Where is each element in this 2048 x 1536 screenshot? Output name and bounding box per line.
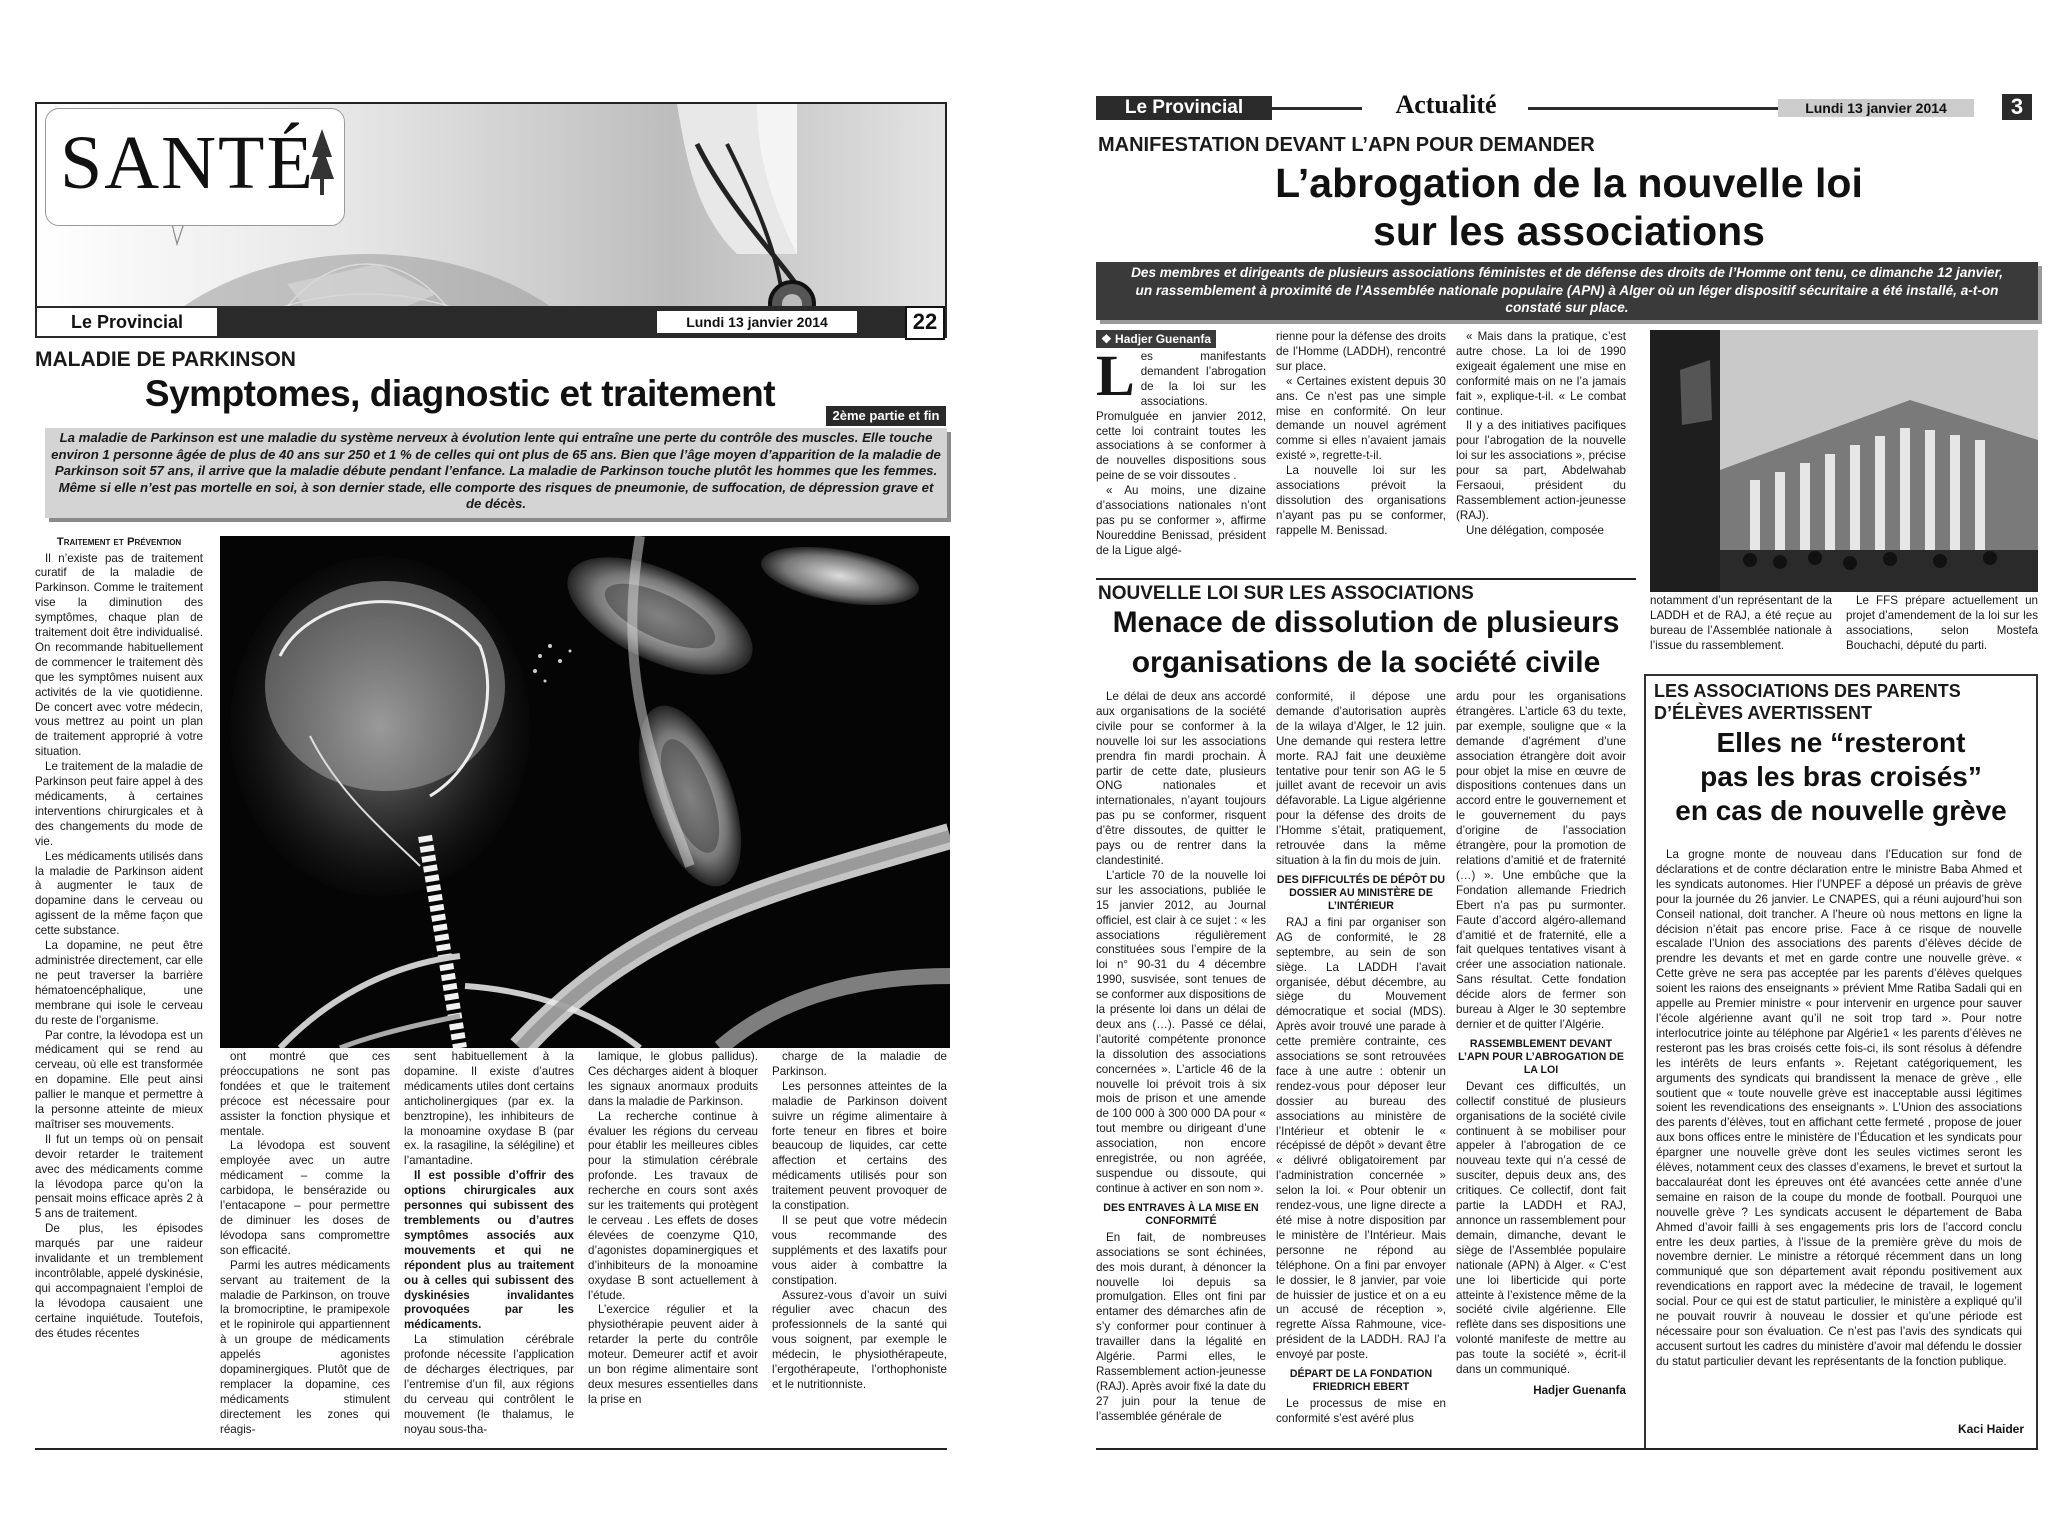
sante-masthead — [35, 102, 947, 310]
third-kicker-line1: LES ASSOCIATIONS DES PARENTS — [1654, 681, 1961, 701]
lead-paragraph — [1096, 350, 1266, 484]
paper-name-box: Le Provincial — [37, 308, 217, 336]
part-badge: 2ème partie et fin — [826, 406, 946, 426]
main-col-1 — [1096, 350, 1266, 574]
paragraph: Il y a des initiatives pacifiques pour l’abrogation de la nouvelle loi sur les associations », précise pour sa part, Abdelwahab Fersaoui, président du Rassemblement action-jeunesse (RAJ). — [1456, 419, 1626, 522]
paragraph: Les médicaments utilisés dans la maladie de Parkinson aident à augmenter le taux de dopamine dans le cerveau ou agissent de la même façon que cette substance. — [35, 849, 203, 938]
paragraph: La stimulation cérébrale profonde nécessite l’application de décharges électriques, par l’entremise d’un fil, aux régions du cerveau qui contrôlent le mouvement (le thalamus, le noyau sous-tha- — [404, 1333, 574, 1436]
left-col-2 — [220, 1050, 390, 1450]
header-line — [1272, 107, 1362, 110]
paragraph: L’article 70 de la nouvelle loi sur les associations, publiée le 15 janvier 2012, au Journal officiel, est clair à ce sujet : « les associations régulièrement constituées sous l’empire de la loi n° 90-31 du 4 décembre 1990, susvisée, sont tenues de se conformer aux dispositions de la présente loi dans un délai de deux ans (…). Passé ce délai, l’autorité compétente prononce la dissolution des associations concernées ». L’article 46 de la nouvelle loi prévoit trois à six mois de prison et une amende de 100 000 à 300 000 DA pour « tout membre ou dirigeant d’une association, non encore enregistrée, ou non agréée, suspendue ou dissoute, qui continue à activer en son nom ». — [1096, 868, 1266, 1195]
section-rule — [1096, 578, 1636, 580]
second-kicker: NOUVELLE LOI SUR LES ASSOCIATIONS — [1098, 583, 1474, 604]
paragraph: ont montré que ces préoccupations ne sont pas fondées et que le traitement précoce est nécessaire pour assister la fonction physique et mentale. — [220, 1050, 390, 1138]
third-signature: Kaci Haider — [1957, 1422, 2024, 1436]
building-icon — [1650, 330, 2038, 592]
subhead: DES DIFFICULTÉS DE DÉPÔT DU DOSSIER AU MINISTÈRE DE L’INTÉRIEUR — [1276, 873, 1446, 912]
dropcap: L — [1096, 350, 1135, 408]
paper-name-box: Le Provincial — [1096, 96, 1272, 120]
paragraph: La grogne monte de nouveau dans l’Education sur fond de déclarations et de contre déclaration entre le ministre Baba Ahmed et les syndicats autonomes. Hier l’UNPEF a déposé un préavis de grève pour la journée du 26 janvier. Le CNAPES, qui a réuni aujourd’hui son Conseil national, doit trancher. A l’heure où nous mettons en ligne la décision n’était pas encore prise. Face à ce risque de nouvelle escalade l’Union des associations des parents d’élèves décide de prendre les devants et met en garde contre une nouvelle grève. « Cette grève ne sera pas acceptée par les parents d’élèves quelques soient les raions des enseignants » prévient Mme Ratiba Sadali qui en appelle au Premier ministre « pour intervenir en urgence pour sauver l’école algérienne avant qu’il ne soit trop tard ». Pour notre interlocutrice jointe au téléphone par Algérie1 « les parents d’élèves ne resteront pas les bras croisés cette fois-ci, ils sont résolus à défendre les intérêts de leurs enfants ». Rejetant catégoriquement, les arguments des syndicats qui brandissent la menace de grève , elle soutient que « toute nouvelle grève est inacceptable aussi légitimes soient les revendications des enseignants ». L’Union des associations des parents d’élèves, tout en affichant cette fermeté , propose de jouer aux bons offices entre le ministère de l’Éducation et les syndicats pour épargner une nouvelle grève dont les seules victimes seront les élèves, notamment ceux des classes d’examens, le brevet et surtout la baccalauréat dont les épreuves ont été avancées cette année d’une semaine en raison de la coupe du monde de football. Pourquoi une nouvelle grève ? Les syndicats accusent le département de Baba Ahmed d’avoir failli à ses engagements pris lors de l’accord conclu entre les deux parties, à l’issue de la première grève du mois de novembre dernier. Le ministre a rétorqué récemment dans un long communiqué que son département avait répondu positivement aux revendications en rapport avec la médecine de travail, le logement social. Pour ce qui est de statut particulier, le ministère a expliqué qu’il ne pouvait rouvrir à nouveau le dossier et qu’une période est nécessaire pour son évaluation. Ce n’est pas l’avis des syndicats qui accusent surtout les cadres du ministère d’avoir mal défendu le dossier du statut particulier devant les représentants de la fonction publique. — [1656, 848, 2022, 1368]
tree-icon — [308, 127, 336, 197]
paragraph: notamment d’un représentant de la LADDH et de RAJ, a été reçue au bureau de l’Assemblée nationale à l’issue du rassemblement. — [1650, 594, 1832, 652]
paragraph: Le FFS prépare actuellement un projet d’amendement de la loi sur les associations, selon Mostefa Bouchachi, député du parti. — [1846, 594, 2038, 652]
paragraph: « Certaines existent depuis 30 ans. Ce n’est pas une simple mise en conformité. On leur demande un nouvel agrément comme si elles n’avaient jamais existé », regrette-t-il. — [1276, 374, 1446, 463]
third-headline-line3: en cas de nouvelle grève — [1675, 795, 2007, 826]
left-lead-box: La maladie de Parkinson est une maladie du système nerveux à évolution lente qui entraîne une perte du contrôle des muscles. Elle touche environ 1 personne âgée de plus de 40 ans sur 250 et 1 % de celles qui ont plus de 65 ans. Bien que l’âge moyen d’apparition de la maladie de Parkinson soit 57 ans, il arrive que la maladie débute pendant l’enfance. La maladie de Parkinson touche plutôt les hommes que les femmes. Même si elle n’est pas mortelle en soi, à son dernier stade, elle comporte des risques de pneumonie, de suffocation, de dépression grave et de décès. — [45, 428, 947, 518]
left-header-band — [35, 306, 947, 338]
paragraph: conformité, il dépose une demande d’autorisation auprès de la wilaya d’Alger, le 12 juin. Une demande qui restera lettre morte. RAJ fait une deuxième tentative pour tenir son AG le 5 juillet avant de recevoir un avis défavorable. La Ligue algérienne pour la défense des droits de l’Homme s’était, pratiquement, retrouvée dans la même situation à la fin du mois de juin. — [1276, 690, 1446, 867]
section-name: Actualité — [1395, 90, 1497, 119]
third-body — [1656, 848, 2022, 1408]
paragraph: Assurez-vous d’avoir un suivi régulier avec chacun des professionnels de la santé qui vous soignent, par exemple le médecin, le physiothérapeute, l’ergothérapeute, l’orthophoniste et le nutritionniste. — [772, 1288, 947, 1391]
paragraph: L’exercice régulier et la physiothérapie peuvent aider à retarder la perte du contrôle moteur. Demeurer actif et avoir un bon régime alimentaire sont deux mesures essentielles dans la prise en — [588, 1303, 758, 1406]
apn-building-photo — [1650, 330, 2038, 592]
paragraph: rienne pour la défense des droits de l’Homme (LADDH), rencontré sur place. — [1276, 330, 1446, 373]
paragraph: Le processus de mise en conformité s’est avéré plus — [1276, 1397, 1446, 1425]
paragraph: Le délai de deux ans accordé aux organisations de la société civile pour se conformer à la nouvelle loi sur les associations prendra fin mardi prochain. À partir de cette date, plusieurs ONG nationales et internationales, n’ayant toujours pas pu se conformer, risquent d’être dissoutes, de quitter le pays ou de rentrer dans la clandestinité. — [1096, 690, 1266, 867]
paragraph: Il se peut que votre médecin vous recommande des suppléments et des laxatifs pour vous aider à combattre la constipation. — [772, 1213, 947, 1287]
left-page-number: 22 — [905, 306, 945, 340]
third-headline-line1: Elles ne “resteront — [1716, 727, 1966, 758]
section-title: SANTÉ — [60, 121, 315, 205]
paragraph: Il fut un temps où on pensait devoir retarder le traitement avec des médicaments comme la lévodopa parce qu’on la pensait moins efficace après 2 à 5 ans de traitement. — [35, 1132, 203, 1221]
left-col-3 — [404, 1050, 574, 1450]
left-kicker: MALADIE DE PARKINSON — [35, 348, 296, 371]
second-col-2 — [1276, 690, 1446, 1450]
right-header-band — [1096, 90, 2034, 120]
main-col-2 — [1276, 330, 1446, 576]
second-col-3 — [1456, 690, 1626, 1450]
photo-caption-col-2 — [1846, 594, 2038, 670]
bold-paragraph: Il est possible d’offrir des options chirurgicales aux personnes qui subissent des tremblements ou d’autres symptômes associés aux mouvements et qui ne répondent plus au traitement ou à celles qui subissent des dyskinésies invalidantes provoquées par les médicaments. — [404, 1169, 574, 1332]
paragraph: « Au moins, une dizaine d’associations nationales n’ont pas pu se conformer », affirme Noureddine Benissad, président de la Ligue algé- — [1096, 484, 1266, 557]
third-article-box — [1644, 674, 2038, 1450]
byline-bar: ❖ Hadjer Guenanfa — [1096, 330, 1216, 348]
paragraph: La lévodopa est souvent employée avec un autre médicament – comme la carbidopa, le bensérazide ou l’entacapone – pour permettre de diminuer les doses de lévodopa sans compromettre son efficacité. — [220, 1139, 390, 1257]
section-title-plate — [45, 108, 345, 226]
paragraph: lamique, le globus pallidus). Ces décharges aident à bloquer les signaux anormaux produits dans la maladie de Parkinson. — [588, 1050, 758, 1108]
main-headline-line1: L’abrogation de la nouvelle loi — [1275, 160, 1863, 206]
left-col-5 — [772, 1050, 947, 1450]
subhead: DES ENTRAVES À LA MISE EN CONFORMITÉ — [1103, 1201, 1259, 1227]
paragraph: De plus, les épisodes marqués par une raideur invalidante et un tremblement incontrôlable, appelé dyskinésie, qui accompagnaient l’emploi de la lévodopa causaient une certaine inquiétude. Toutefois, des études récentes — [35, 1222, 203, 1340]
right-page — [1090, 0, 2048, 1536]
main-lead: Des membres et dirigeants de plusieurs associations féministes et de défense des droits de l’Homme ont tenu, ce dimanche 12 janvier, un rassemblement à proximité de l’Assemblée nationale populaire (APN) à Alger où un léger dispositif sécuritaire a été installé, a-t-on constaté sur place. — [1131, 265, 2003, 315]
left-col-1 — [35, 532, 203, 1450]
second-headline-line2: organisations de la société civile — [1131, 646, 1601, 679]
xray-figure-icon — [220, 536, 950, 1048]
paragraph: Parmi les autres médicaments servant au traitement de la maladie de Parkinson, on trouve la bromocriptine, le pramipexole et le ropinirole qui appartiennent à un groupe de médicaments appelés agonistes dopaminergiques. Plutôt que de remplacer la dopamine, ces médicaments stimulent directement les zones qui réagis- — [220, 1258, 390, 1436]
main-col-3 — [1456, 330, 1626, 576]
right-page-number: 3 — [2002, 94, 2032, 120]
second-col-1 — [1096, 690, 1266, 1450]
paragraph: La nouvelle loi sur les associations prévoit la dissolution des organisations n’ayant pas pu se conformer, rappelle M. Benissad. — [1276, 464, 1446, 537]
paragraph: sent habituellement à la dopamine. Il existe d’autres médicaments utiles dont certains anticholinergiques (par ex. la benztropine), les inhibiteurs de la monoamine oxydase B (par ex. la rasagiline, la sélégiline) et l’amantadine. — [404, 1050, 574, 1168]
paragraph: RAJ a fini par organiser son AG de conformité, le 28 septembre, au sein de son siège. La LADDH l’avait organisée, début décembre, au siège du Mouvement démocratique et social (MDS). Après avoir trouvé une parade à cette première contrainte, ces associations se sont retrouvées face à une autre : obtenir un rendez-vous pour déposer leur dossier au bureau des associations au ministère de l’Intérieur et obtenir le « récépissé de dépôt » devant être « délivré obligatoirement par l’administration concernée » selon la loi. « Pour obtenir un rendez-vous, une ligne directe a été mise à notre disposition par le ministère de l’Intérieur. Mais personne ne répond au téléphone. On a fini par envoyer le dossier, le 8 janvier, par voie de huissier de justice et on a eu un accusé de réception », regrette Aïssa Rahmoune, vice-président de la LADDH. RAJ l’a envoyé par poste. — [1276, 915, 1446, 1362]
left-bottom-rule — [35, 1448, 947, 1450]
paragraph: Il n’existe pas de traitement curatif de la maladie de Parkinson. Comme le traitement vise la diminution des symptômes, chaque plan de traitement doit être individualisé. On recommande habituellement de commencer le traitement dès que les symptômes nuisent aux activités de la vie quotidienne. De concert avec votre médecin, vous mettrez au point un plan de traitement approprié à votre situation. — [35, 551, 203, 759]
paragraph: « Mais dans la pratique, c’est autre chose. La loi de 1990 exigeait également une mise en conformité mais on ne l’a jamais fait », explique-t-il. « Le combat continue. — [1456, 330, 1626, 418]
photo-caption-col-1 — [1650, 594, 1832, 670]
dropcap-paragraph: es manifestants demandent l’abrogation de la loi sur les associations. Promulguée en janvier 2012, cette loi contraint toutes les associations à se conformer à de nouvelles dispositions sous peine de se voir dissoutes . — [1096, 350, 1266, 483]
subhead: RASSEMBLEMENT DEVANT L’APN POUR L’ABROGATION DE LA LOI — [1458, 1037, 1624, 1076]
left-headline: Symptomes, diagnostic et traitement — [144, 373, 776, 414]
signature: Hadjer Guenanfa — [1533, 1383, 1626, 1397]
left-date: Lundi 13 janvier 2014 — [657, 311, 857, 333]
paragraph: En fait, de nombreuses associations se sont échinées, des mois durant, à dénoncer la nouvelle loi depuis sa promulgation. Elles ont fini par entamer des démarches afin de s’y conformer pour continuer à travailler dans la légalité en Algérie. Parmi elles, le Rassemblement action-jeunesse (RAJ). Après avoir fixé la date du 27 juin pour la tenue de l’assemblée générale de — [1096, 1230, 1266, 1423]
paragraph: charge de la maladie de Parkinson. — [772, 1050, 947, 1078]
paragraph: La dopamine, ne peut être administrée directement, car elle ne peut traverser la barrière hématoencéphalique, une membrane qui isole le cerveau du reste de l’organisme. — [35, 939, 203, 1027]
paragraph: Devant ces difficultés, un collectif constitué de plusieurs organisations de la société civile continuent à se mobiliser pour appeler à l’abrogation de ce nouveau texte qui n’a cessé de susciter, depuis deux ans, des critiques. Ce collectif, dont fait partie la LADDH et RAJ, annonce un rassemblement pour demain, dimanche, devant le siège de l’Assemblée populaire nationale (APN) à Alger. « C’est une loi liberticide qui porte atteinte à l’existence même de la société civile algérienne. Elle reflète dans ses dispositions une volonté manifeste de mettre au pas toute la société », écrit-il dans un communiqué. — [1456, 1079, 1626, 1377]
paragraph: La recherche continue à évaluer les régions du cerveau pour établir les meilleures cibles pour la stimulation cérébrale profonde. Les travaux de recherche en cours sont axés sur les traitements qui protègent le cerveau . Les effets de doses élevées de coenzyme Q10, d’agonistes dopaminergiques et d’inhibiteurs de la monoamine oxydase B sont actuellement à l’étude. — [588, 1109, 758, 1302]
left-col-4 — [588, 1050, 758, 1450]
paragraph: Les personnes atteintes de la maladie de Parkinson doivent suivre un régime alimentaire à forte teneur en fibres et boire beaucoup de liquides, car cette affection et certains des médicaments utilisés pour son traitement peuvent provoquer de la constipation. — [772, 1079, 947, 1213]
paragraph: ardu pour les organisations étrangères. L’article 63 du texte, par exemple, souligne que « la demande d’agrément d’une association étrangère doit avoir pour objet la mise en œuvre de dispositions contenues dans un accord entre le gouvernement et le gouvernement du pays d’origine de l’association étrangère, pour la promotion de relations d’amitié et de fraternité (…) ». Une embûche que la Fondation allemande Friedrich Ebert n’a pas pu surmonter. Faute d’accord algéro-allemand d’amitié et de fraternité, elle a fait quelques tentatives visant à créer une association nationale. Sans résultat. Cette fondation décide alors de fermer son bureau à Alger le 30 septembre dernier et de quitter l’Algérie. — [1456, 690, 1626, 1031]
third-kicker-line2: D’ÉLÈVES AVERTISSENT — [1654, 703, 1873, 723]
paragraph: Par contre, la lévodopa est un médicament qui se rend au cerveau, où elle est transformée en dopamine. Elle peut ainsi pallier le manque et permettre à la personne atteinte de mieux maîtriser ses mouvements. — [35, 1028, 203, 1131]
left-page — [0, 0, 1000, 1536]
main-lead-box — [1096, 262, 2038, 320]
paragraph: Le traitement de la maladie de Parkinson peut faire appel à des médicaments, à certaines interventions chirurgicales et à des changements du mode de vie. — [35, 760, 203, 848]
right-date: Lundi 13 janvier 2014 — [1778, 99, 1974, 117]
right-bottom-rule — [1096, 1448, 2038, 1450]
main-headline-line2: sur les associations — [1373, 208, 1765, 254]
brain-illustration — [220, 536, 950, 1048]
second-headline-line1: Menace de dissolution de plusieurs — [1112, 606, 1620, 639]
paragraph: Une délégation, composée — [1466, 523, 1604, 537]
subhead: DÉPART DE LA FONDATION FRIEDRICH EBERT — [1289, 1368, 1433, 1394]
left-col1-subhead: Traitement et Prévention — [56, 536, 182, 548]
third-headline-line2: pas les bras croisés” — [1700, 761, 1982, 792]
main-kicker: MANIFESTATION DEVANT L’APN POUR DEMANDER — [1098, 134, 1595, 156]
